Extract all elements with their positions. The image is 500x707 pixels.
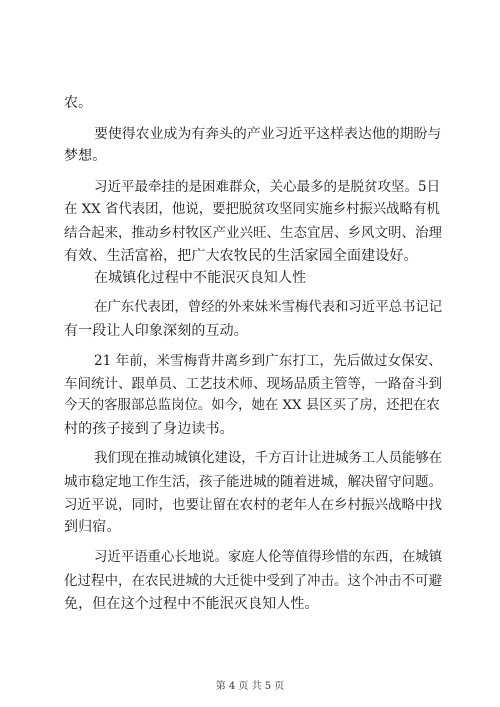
text-line: 车间统计、跟单员、工艺技术师、现场品质主管等，一路奋斗到 — [64, 376, 442, 392]
text-line: 要使得农业成为有奔头的产业习近平这样表达他的期盼与 — [94, 126, 442, 142]
text-line: 在 XX 省代表团，他说，要把脱贫攻坚同实施乡村振兴战略有机 — [64, 202, 440, 217]
page-number-footer: 第 4 页 共 5 页 — [215, 681, 285, 692]
text-line: 城市稳定地工作生活，孩子能进城的随着进城，解决留守问题。 — [64, 474, 442, 490]
text-line: 结合起来，推动乡村牧区产业兴旺、生态宜居、乡风文明、治理 — [64, 225, 442, 241]
text-line: 化过程中，在农民进城的大迁徙中受到了冲击。这个冲击不可避 — [64, 573, 442, 589]
text-line: 在广东代表团，曾经的外来妹米雪梅代表和习近平总书记记 — [94, 300, 443, 315]
text-line: 农。 — [64, 95, 93, 111]
text-line: 我们现在推动城镇化建设，千方百计让进城务工人员能够在 — [94, 451, 443, 466]
text-line: 免，但在这个过程中不能泯灭良知人性。 — [64, 596, 319, 612]
section-heading: 在城镇化过程中不能泯灭良知人性 — [94, 270, 307, 286]
text-line: 有一段让人印象深刻的互动。 — [64, 323, 248, 339]
text-line: 21 年前，米雪梅背井离乡到广东打工，先后做过女保安、 — [94, 353, 442, 369]
text-line: 村的孩子接到了身边读书。 — [64, 421, 234, 437]
text-line: 习近平语重心长地说。家庭人伦等值得珍惜的东西，在城镇 — [94, 550, 443, 565]
text-line: 到归宿。 — [64, 519, 121, 535]
text-line: 习近平最牵挂的是困难群众，关心最多的是脱贫攻坚。5日 — [94, 179, 441, 195]
text-line: 梦想。 — [64, 148, 107, 164]
text-line: 今天的客服部总监岗位。如今，她在 XX 县区买了房，还把在农 — [64, 398, 440, 413]
text-line: 习近平说，同时，也要让留在农村的老年人在乡村振兴战略中找 — [64, 497, 442, 513]
text-line: 有效、生活富裕，把广大农牧民的生活家园全面建设好。 — [64, 248, 418, 264]
